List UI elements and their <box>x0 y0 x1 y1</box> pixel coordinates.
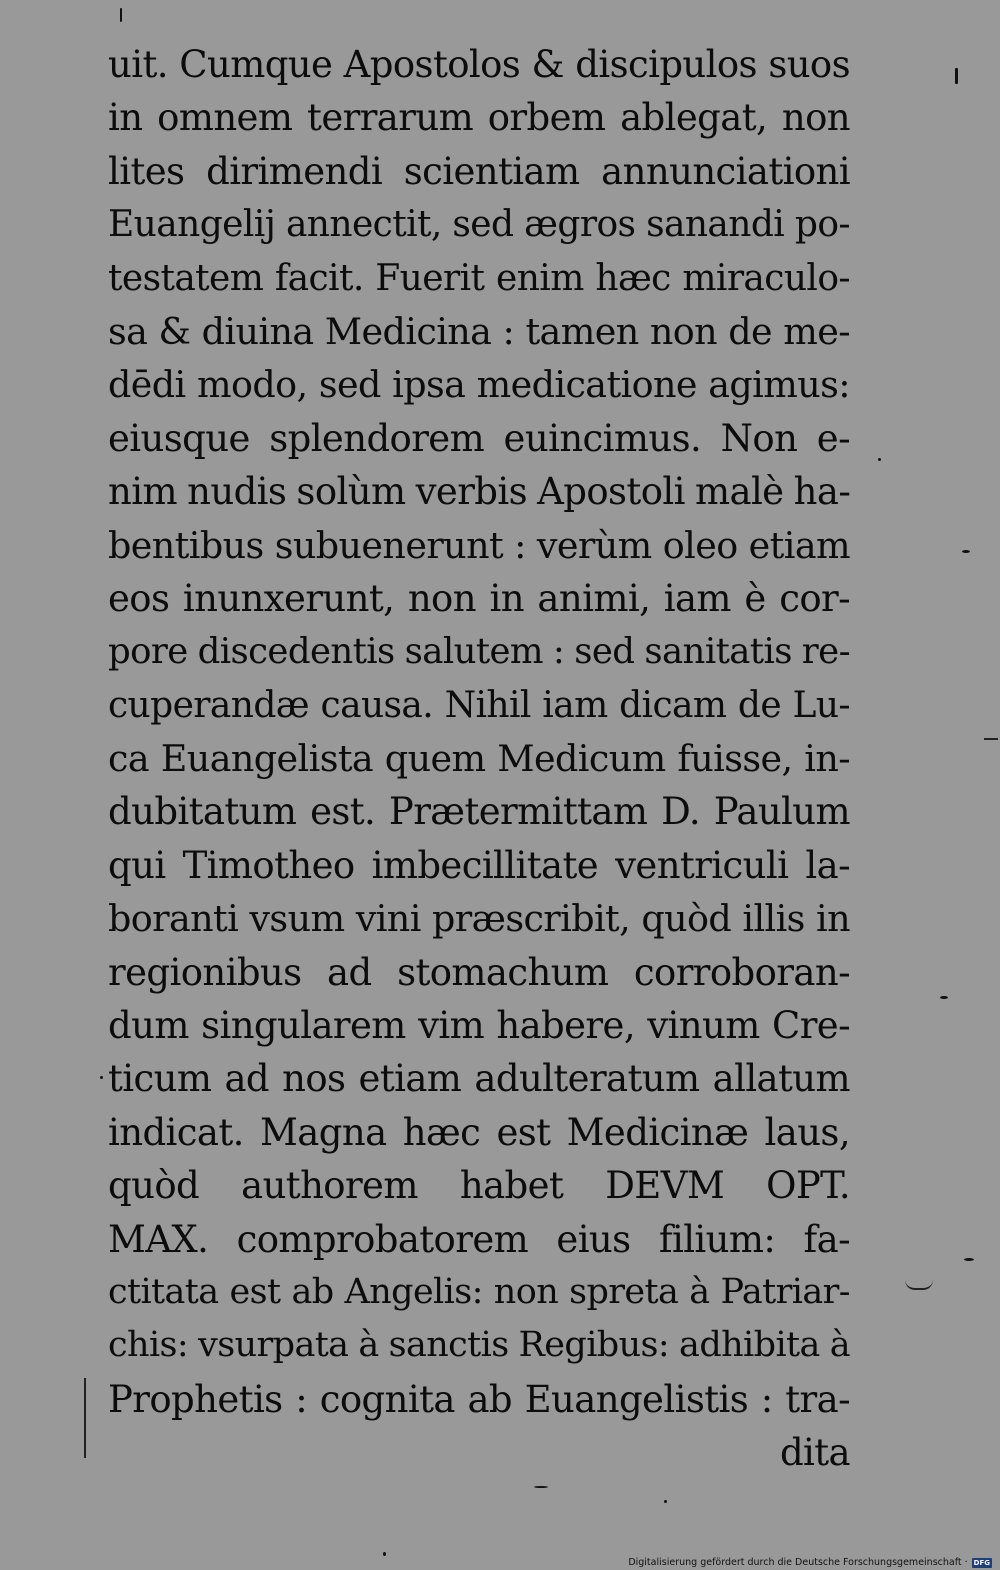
body-text <box>108 38 850 1480</box>
text-line-8: eiusque splendorem euincimus. Non e- <box>108 416 850 460</box>
catchword: dita <box>779 1431 850 1475</box>
scan-artifact-left-rule <box>84 1378 86 1458</box>
text-line-6: sa & diuina Medicina : tamen non de me- <box>108 309 850 353</box>
text-line-7: dēdi modo, sed ipsa medicatione agimus: <box>108 363 850 407</box>
text-line-1: uit. Cumque Apostolos & discipulos suos <box>108 43 850 86</box>
text-line-21: indicat. Magna hæc est Medicinæ laus, <box>108 1110 850 1154</box>
text-line-18: regionibus ad stomachum corroboran- <box>108 950 850 994</box>
text-line-13: cuperandæ causa. Nihil iam dicam de Lu- <box>108 684 850 726</box>
text-line-3: lites dirimendi scientiam annunciationi <box>108 149 850 193</box>
scan-speck <box>664 1500 667 1503</box>
scan-speck <box>120 8 122 22</box>
text-line-26: Prophetis : cognita ab Euangelistis : tra- <box>108 1377 850 1421</box>
text-line-2: in omnem terrarum orbem ablegat, non <box>108 96 850 140</box>
digitization-credit <box>628 1557 992 1568</box>
text-line-19: dum singularem vim habere, vinum Cre- <box>108 1004 850 1048</box>
text-line-17: boranti vsum vini præscribit, quòd illis in <box>108 897 850 941</box>
text-line-22: quòd authorem habet DEVM OPT. <box>108 1164 850 1208</box>
scan-speck <box>534 1486 548 1488</box>
dfg-logo-icon: DFG <box>973 1558 990 1567</box>
text-line-25: chis: vsurpata à sanctis Regibus: adhibita à <box>108 1325 850 1366</box>
scan-speck <box>383 1552 386 1556</box>
footer-credit-text: Digitalisierung gefördert durch die Deutsche Forschungsgemeinschaft · <box>628 1557 968 1568</box>
text-line-20: ticum ad nos etiam adulteratum allatum <box>108 1057 850 1101</box>
text-line-12: pore discedentis salutem : sed sanitatis re- <box>108 631 850 673</box>
text-line-15: dubitatum est. Prætermittam D. Paulum <box>108 790 850 834</box>
scan-speck <box>962 550 970 553</box>
scan-speck <box>878 458 881 461</box>
text-line-16: qui Timotheo imbecillitate ventriculi la- <box>108 843 850 887</box>
text-line-10: bentibus subuenerunt : verùm oleo etiam <box>108 523 850 567</box>
text-line-5: testatem facit. Fuerit enim hæc miraculo- <box>108 257 850 299</box>
text-line-24: ctitata est ab Angelis: non spreta à Patriar- <box>108 1271 850 1312</box>
scan-speck <box>905 1280 933 1290</box>
scan-artifact-right-rule <box>984 738 998 740</box>
text-line-4: Euangelij annectit, sed ægros sanandi po- <box>108 204 850 246</box>
text-line-14: ca Euangelista quem Medicum fuisse, in- <box>108 737 850 781</box>
text-line-9: nim nudis solùm verbis Apostoli malè ha- <box>108 470 851 514</box>
scan-speck <box>940 996 948 999</box>
text-line-23: MAX. comprobatorem eius filium: fa- <box>108 1217 850 1261</box>
scan-speck <box>100 1076 103 1079</box>
text-line-11: eos inunxerunt, non in animi, iam è cor- <box>108 576 850 620</box>
scan-speck <box>955 68 958 84</box>
scan-speck <box>964 1258 974 1261</box>
